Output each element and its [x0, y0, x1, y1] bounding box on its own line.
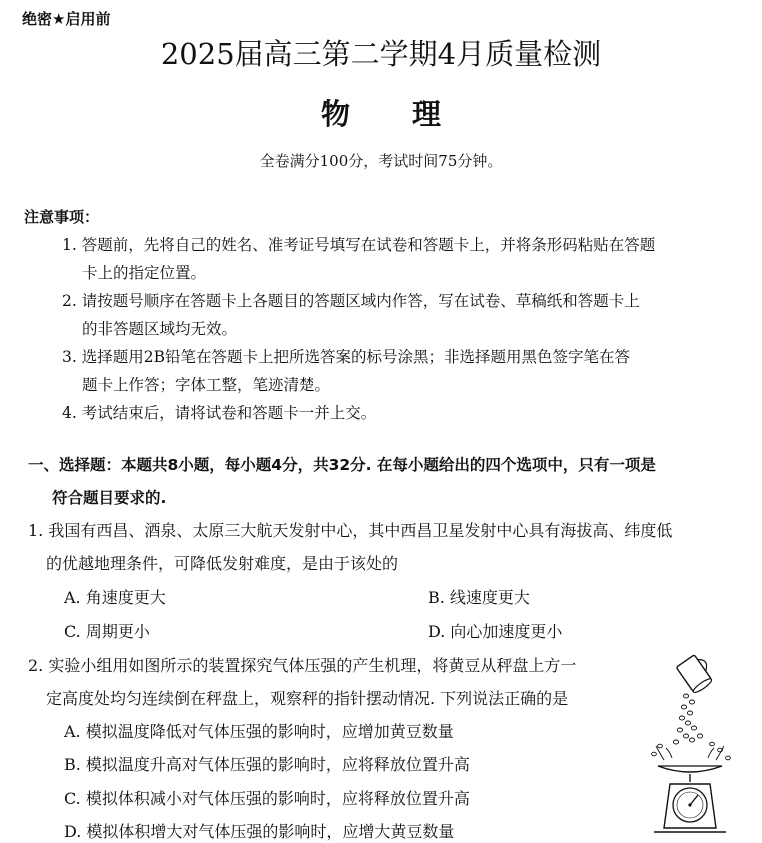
section-heading: 一、选择题：本题共8小题，每小题4分，共32分. 在每小题给出的四个选项中，只有一项是: [28, 456, 656, 474]
section-heading-cont: 符合题目要求的.: [52, 489, 167, 507]
q1-option-b: B. 线速度更大: [428, 588, 530, 607]
notice-line: 卡上的指定位置。: [82, 264, 207, 282]
q2-option-b: B. 模拟温度升高对气体压强的影响时，应将释放位置升高: [64, 755, 470, 774]
beans-scale-figure: [640, 650, 740, 840]
confidential-label: 绝密★启用前: [22, 10, 111, 28]
question-2-stem: 2. 实验小组用如图所示的装置探究气体压强的产生机理，将黄豆从秤盘上方一: [28, 656, 577, 675]
scale-dial-icon: [654, 784, 726, 832]
q2-option-c: C. 模拟体积减小对气体压强的影响时，应将释放位置升高: [64, 789, 470, 808]
notice-line: 3. 选择题用2B铅笔在答题卡上把所选答案的标号涂黑；非选择题用黑色签字笔在答: [62, 348, 630, 366]
question-1-stem-cont: 的优越地理条件，可降低发射难度，是由于该处的: [46, 554, 399, 573]
exam-info: 全卷满分100分，考试时间75分钟。: [259, 152, 503, 170]
notice-line: 题卡上作答；字体工整，笔迹清楚。: [82, 376, 331, 394]
cup-icon: [676, 652, 717, 695]
q2-option-a: A. 模拟温度降低对气体压强的影响时，应增加黄豆数量: [64, 722, 454, 741]
q1-option-c: C. 周期更小: [64, 622, 150, 641]
notice-line: 的非答题区域均无效。: [82, 320, 238, 338]
subject-title: 物理: [320, 97, 503, 131]
falling-beans: [673, 694, 702, 744]
q1-option-d: D. 向心加速度更小: [428, 622, 563, 641]
notice-line: 2. 请按题号顺序在答题卡上各题目的答题区域内作答，写在试卷、草稿纸和答题卡上: [62, 292, 640, 310]
q1-option-a: A. 角速度更大: [64, 588, 166, 607]
notice-heading: 注意事项：: [24, 208, 100, 226]
bouncing-beans: [652, 742, 731, 760]
question-1-stem: 1. 我国有西昌、酒泉、太原三大航天发射中心，其中西昌卫星发射中心具有海拔高、纬度低: [28, 521, 673, 540]
notice-line: 4. 考试结束后，请将试卷和答题卡一并上交。: [62, 404, 377, 422]
motion-lines: [656, 746, 724, 760]
q2-option-d: D. 模拟体积增大对气体压强的影响时，应增大黄豆数量: [64, 822, 455, 841]
scale-pan: [658, 766, 722, 772]
notice-line: 1. 答题前，先将自己的姓名、准考证号填写在试卷和答题卡上，并将条形码粘贴在答题: [62, 236, 656, 254]
question-2-stem-cont: 定高度处均匀连续倒在秤盘上，观察秤的指针摆动情况. 下列说法正确的是: [46, 689, 569, 708]
exam-title: 2025届高三第二学期4月质量检测: [160, 37, 602, 71]
